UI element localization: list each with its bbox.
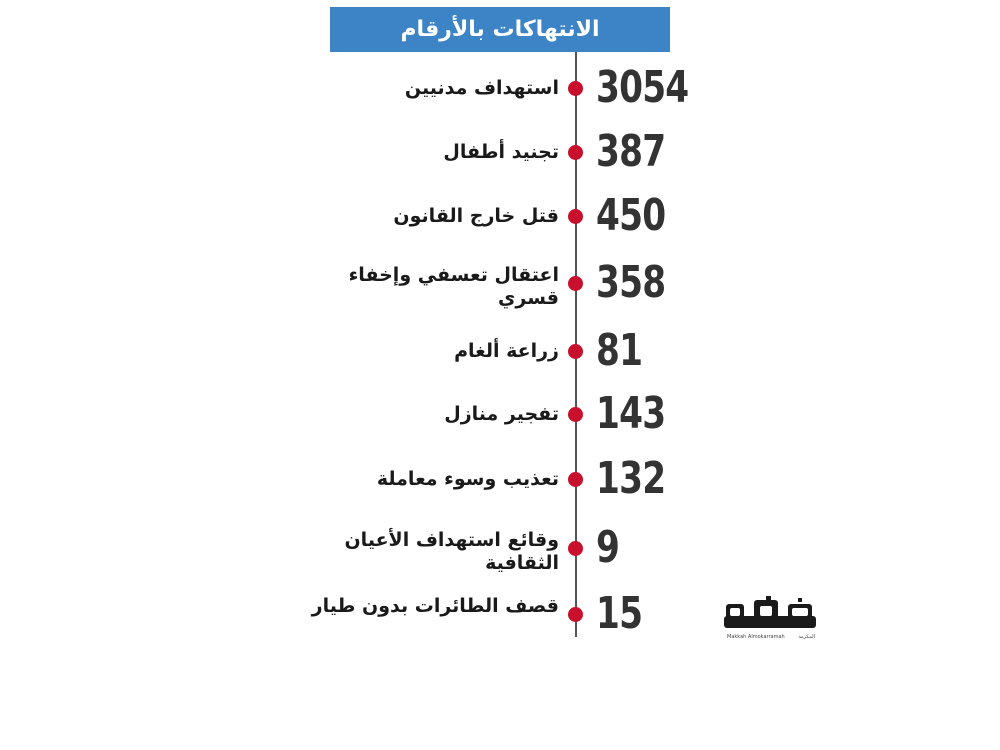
publisher-logo (724, 596, 816, 646)
row-marker-dot (568, 607, 583, 622)
row-value: 358 (596, 257, 666, 308)
row-label: وقائع استهداف الأعيان الثقافية (344, 529, 559, 574)
row-value: 3054 (596, 62, 689, 113)
row-marker-dot (568, 472, 583, 487)
chart-title: الانتهاكات بالأرقام (330, 7, 670, 52)
row-label: استهداف مدنيين (404, 76, 559, 99)
row-label: زراعة ألغام (454, 339, 559, 362)
row-label: تجنيد أطفال (443, 140, 559, 163)
logo-caption (727, 634, 815, 640)
row-value: 9 (596, 522, 620, 573)
row-label: قتل خارج القانون (393, 204, 559, 227)
row-value: 132 (596, 453, 666, 504)
row-marker-dot (568, 407, 583, 422)
row-value: 387 (596, 126, 666, 177)
row-value: 450 (596, 190, 666, 241)
row-marker-dot (568, 541, 583, 556)
row-label: اعتقال تعسفي وإخفاء قسري (348, 264, 559, 309)
row-value: 81 (596, 325, 643, 376)
row-marker-dot (568, 145, 583, 160)
row-marker-dot (568, 209, 583, 224)
row-label: تفجير منازل (444, 402, 559, 425)
row-label: قصف الطائرات بدون طيار (311, 595, 559, 617)
row-value: 15 (596, 588, 643, 639)
logo-caption-latin: Makkah Almokarramah (727, 634, 785, 640)
row-marker-dot (568, 344, 583, 359)
logo-caption-arabic: المكرمة (798, 634, 815, 640)
row-marker-dot (568, 81, 583, 96)
row-value: 143 (596, 388, 666, 439)
row-label: تعذيب وسوء معاملة (376, 467, 559, 490)
row-marker-dot (568, 276, 583, 291)
makkah-logo-mark (724, 596, 816, 632)
